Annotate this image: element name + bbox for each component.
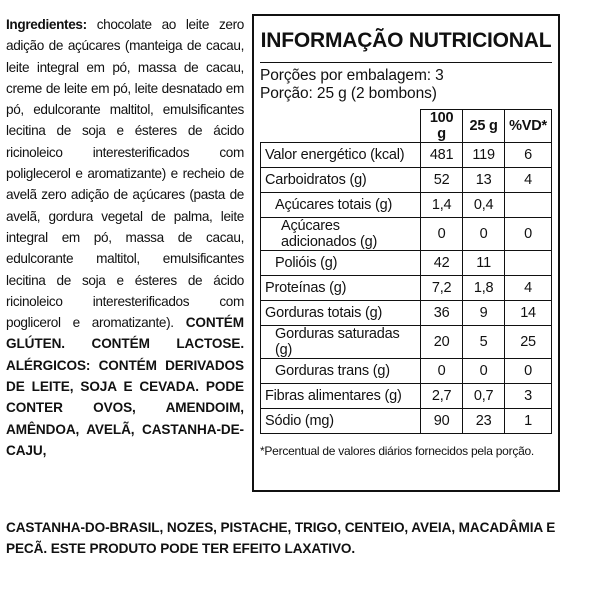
table-row [261, 143, 552, 168]
table-row [261, 168, 552, 193]
value-25g: 119 [463, 143, 505, 168]
value-100g: 20 [421, 326, 463, 359]
nutrient-name: Fibras alimentares (g) [261, 384, 421, 409]
value-vd [505, 251, 552, 276]
value-25g: 23 [463, 409, 505, 434]
nutrition-title: INFORMAÇÃO NUTRICIONAL [260, 29, 552, 52]
divider [260, 62, 552, 63]
value-vd: 4 [505, 276, 552, 301]
table-row [261, 326, 552, 359]
table-row [261, 193, 552, 218]
value-vd: 14 [505, 301, 552, 326]
value-25g: 0 [463, 218, 505, 251]
nutrient-name: Açúcares adicionados (g) [261, 218, 421, 251]
nutrient-name: Valor energético (kcal) [261, 143, 421, 168]
nutrient-name: Gorduras trans (g) [261, 359, 421, 384]
ingredients-block [6, 14, 244, 461]
value-25g: 0,7 [463, 384, 505, 409]
value-100g: 90 [421, 409, 463, 434]
table-row [261, 384, 552, 409]
nutrient-name: Gorduras saturadas (g) [261, 326, 421, 359]
nutrient-name: Gorduras totais (g) [261, 301, 421, 326]
header-blank-cell [261, 110, 421, 143]
value-vd: 0 [505, 359, 552, 384]
value-vd: 0 [505, 218, 552, 251]
table-row [261, 409, 552, 434]
value-25g: 0 [463, 359, 505, 384]
nutrient-name: Sódio (mg) [261, 409, 421, 434]
value-vd: 6 [505, 143, 552, 168]
value-100g: 42 [421, 251, 463, 276]
nutrition-facts-panel [252, 14, 560, 492]
ingredients-text: chocolate ao leite zero adição de açúcares (manteiga de cacau, leite integral em pó, massa de cacau, creme de leite em pó, leite desnatado em pó, edulcorante maltitol, emulsificantes lecitina de soja e ésteres de ácido ricinoleico interesterificados com poliglecerol e aromatizante) e recheio de avelã zero adição de açúcares (pasta de avelã, gordura vegetal de palma, leite integral em pó, massa de cacau, edulcorante maltitol, emulsificantes lecitina de soja e ésteres de ácido ricinoleico interesterificados com poglicerol e aromatizante). [6, 17, 244, 331]
value-100g: 36 [421, 301, 463, 326]
value-vd [505, 193, 552, 218]
ingredients-label: Ingredientes: [6, 17, 87, 32]
nutrient-name: Proteínas (g) [261, 276, 421, 301]
nutrient-name: Carboidratos (g) [261, 168, 421, 193]
value-25g: 5 [463, 326, 505, 359]
serving-size: Porção: 25 g (2 bombons) [260, 85, 437, 102]
value-100g: 0 [421, 359, 463, 384]
value-vd: 4 [505, 168, 552, 193]
table-row [261, 218, 552, 251]
value-25g: 9 [463, 301, 505, 326]
value-100g: 1,4 [421, 193, 463, 218]
table-row [261, 251, 552, 276]
value-100g: 2,7 [421, 384, 463, 409]
value-vd: 1 [505, 409, 552, 434]
value-vd: 3 [505, 384, 552, 409]
table-row [261, 359, 552, 384]
value-100g: 52 [421, 168, 463, 193]
table-row [261, 276, 552, 301]
allergen-warning-continued: CASTANHA-DO-BRASIL, NOZES, PISTACHE, TRIGO, CENTEIO, AVEIA, MACADÂMIA E PECÃ. ESTE PRODUTO PODE TER EFEITO LAXATIVO. [6, 520, 556, 557]
value-25g: 13 [463, 168, 505, 193]
value-100g: 0 [421, 218, 463, 251]
servings-per-package: Porções por embalagem: 3 [260, 67, 444, 84]
table-row [261, 301, 552, 326]
allergen-warning: CONTÉM GLÚTEN. CONTÉM LACTOSE. ALÉRGICOS: CONTÉM DERIVADOS DE LEITE, SOJA E CEVADA. PODE CONTER OVOS, AMENDOIM, AMÊNDOA, AVELÃ, CASTANHA-DE-CAJU, [6, 315, 244, 458]
footnote: *Percentual de valores diários fornecidos pela porção. [260, 444, 535, 458]
value-100g: 7,2 [421, 276, 463, 301]
nutrient-name: Açúcares totais (g) [261, 193, 421, 218]
value-25g: 11 [463, 251, 505, 276]
column-header-vd: %VD* [505, 110, 552, 143]
nutrition-table [260, 109, 552, 434]
value-25g: 0,4 [463, 193, 505, 218]
table-header-row [261, 110, 552, 143]
column-header-25g: 25 g [463, 110, 505, 143]
value-vd: 25 [505, 326, 552, 359]
column-header-100g: 100 g [421, 110, 463, 143]
value-100g: 481 [421, 143, 463, 168]
value-25g: 1,8 [463, 276, 505, 301]
nutrient-name: Polióis (g) [261, 251, 421, 276]
